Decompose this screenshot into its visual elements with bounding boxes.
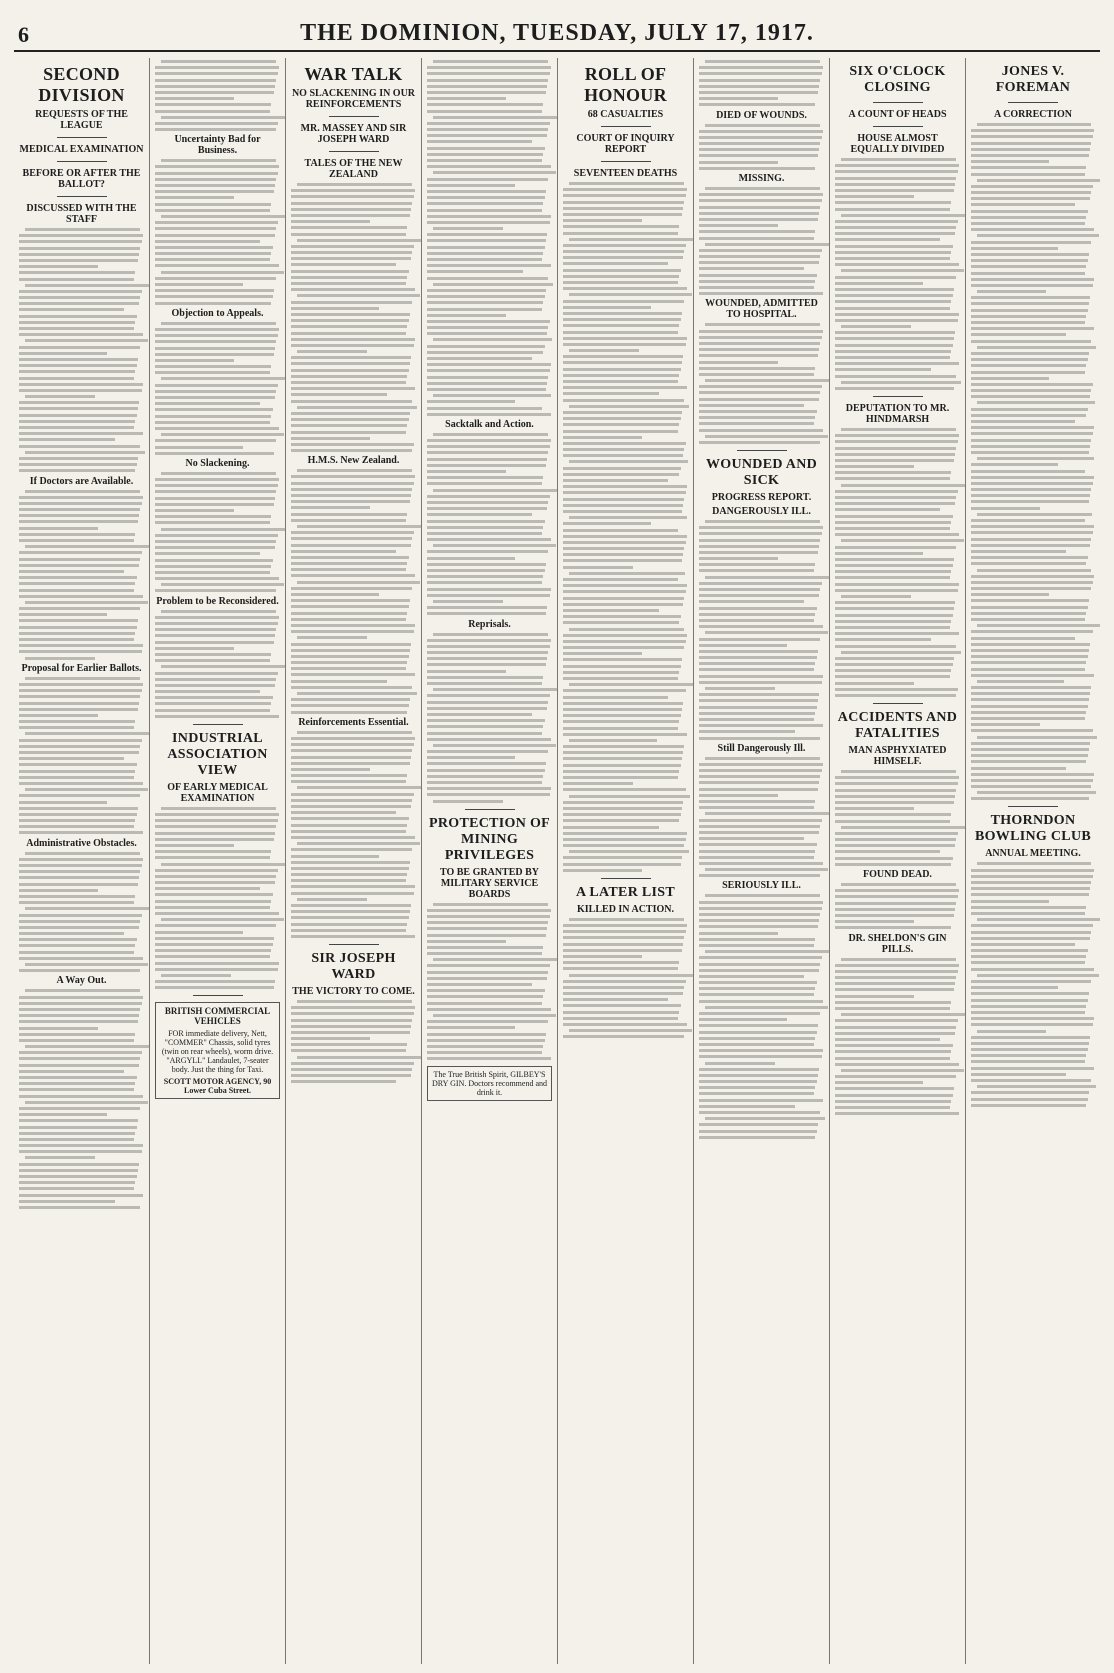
subhead: MAN ASPHYXIATED HIMSELF. (848, 745, 947, 767)
subhead: THE VICTORY TO COME. (292, 985, 415, 997)
casualty-list (563, 182, 688, 872)
ad-commercial-vehicles (155, 1002, 280, 1099)
headline-six-oclock: SIX O'CLOCK CLOSING (849, 64, 946, 95)
newspaper-title: THE DOMINION, TUESDAY, JULY 17, 1917. (300, 20, 814, 46)
subhead: A COUNT OF HEADS (848, 109, 947, 120)
article-body (19, 989, 144, 1209)
masthead (14, 20, 1100, 52)
article-body (19, 490, 144, 660)
casualty-list (699, 187, 824, 295)
section-head: Proposal for Earlier Ballots. (21, 662, 142, 674)
ad-footer: SCOTT MOTOR AGENCY, 90 Lower Cuba Street. (163, 1077, 272, 1096)
article-body (19, 852, 144, 973)
subhead: MEDICAL EXAMINATION (19, 144, 144, 155)
subhead: MR. MASSEY AND SIR JOSEPH WARD (300, 123, 407, 145)
section-head: WOUNDED, ADMITTED TO HOSPITAL. (705, 298, 818, 321)
subhead: OF EARLY MEDICAL EXAMINATION (167, 781, 268, 804)
article-body (155, 322, 280, 455)
ad-gilbeys-gin: The True British Spirit, GILBEY'S DRY GIN. Doctors recommend and drink it. (427, 1066, 552, 1101)
newspaper-columns (14, 58, 1100, 1664)
headline-thorndon-bowling: THORNDON BOWLING CLUB (974, 813, 1091, 845)
article-body (835, 770, 960, 866)
article-body (835, 958, 960, 1116)
article-body (835, 428, 960, 697)
subhead: COURT OF INQUIRY REPORT (576, 133, 675, 155)
section-head: DIED OF WOUNDS. (716, 109, 807, 121)
subhead: BEFORE OR AFTER THE BALLOT? (22, 168, 141, 190)
article-body (291, 731, 416, 938)
casualty-list (699, 323, 824, 444)
column-4 (422, 58, 558, 1664)
article-body (835, 158, 960, 390)
section-head: Sacktalk and Action. (445, 418, 534, 430)
article-body (155, 472, 280, 593)
section-head: Administrative Obstacles. (26, 837, 137, 849)
article-body (155, 610, 280, 718)
section-head: If Doctors are Available. (29, 475, 134, 487)
section-head: A Way Out. (56, 975, 107, 987)
column-6 (694, 58, 830, 1664)
subhead: TALES OF THE NEW ZEALAND (304, 158, 403, 180)
section-head: Objection to Appeals. (171, 307, 264, 319)
subhead: REQUESTS OF THE LEAGUE (35, 109, 128, 131)
list-head: SERIOUSLY ILL. (722, 880, 801, 892)
subhead: 68 CASUALTIES (587, 109, 664, 120)
section-head: H.M.S. New Zealand. (307, 455, 400, 467)
list-head: Still Dangerously Ill. (717, 742, 806, 754)
headline-later-list: A LATER LIST (575, 884, 676, 900)
headline-wounded-sick: WOUNDED AND SICK (705, 456, 818, 488)
column-1 (14, 58, 150, 1664)
headline-mining-privileges: PROTECTION OF MINING PRIVILEGES (429, 815, 550, 863)
headline-accidents: ACCIDENTS AND FATALITIES (837, 710, 958, 741)
subhead: TO BE GRANTED BY MILITARY SERVICE BOARDS (439, 866, 539, 900)
casualty-list (699, 60, 824, 106)
section-head: Reinforcements Essential. (298, 716, 409, 728)
article-body (971, 862, 1095, 1106)
column-5 (558, 58, 694, 1664)
article-body (427, 60, 552, 416)
headline-jones-v-foreman: JONES V. FOREMAN (995, 64, 1071, 95)
article-body (19, 228, 144, 472)
section-head: Uncertainty Bad for Business. (174, 134, 261, 157)
section-head: DR. SHELDON'S GIN PILLS. (848, 932, 947, 955)
column-2 (150, 58, 286, 1664)
subhead: NO SLACKENING IN OUR REINFORCEMENTS (291, 88, 416, 110)
ad-heading: BRITISH COMMERCIAL VEHICLES (164, 1006, 271, 1027)
headline-roll-of-honour: ROLL OF HONOUR (584, 64, 667, 105)
list-head: DANGEROUSLY ILL. (712, 505, 811, 517)
article-body (155, 807, 280, 989)
section-head: Problem to be Reconsidered. (156, 595, 279, 607)
article-body (835, 883, 960, 929)
article-body (291, 469, 416, 713)
casualty-list (699, 124, 824, 170)
subhead: PROGRESS REPORT. (711, 491, 812, 503)
subhead: DISCUSSED WITH THE STAFF (26, 203, 137, 225)
casualty-list (699, 520, 824, 740)
article-body (291, 183, 416, 452)
page-number: 6 (18, 22, 29, 47)
article-body (427, 633, 552, 803)
casualty-list (699, 894, 824, 1138)
headline-sir-joseph-ward: SIR JOSEPH WARD (311, 950, 396, 982)
headline-industrial: INDUSTRIAL ASSOCIATION VIEW (167, 730, 268, 778)
column-7 (830, 58, 966, 1664)
casualty-list (699, 757, 824, 878)
article-body (155, 60, 280, 131)
subhead: A CORRECTION (993, 109, 1073, 120)
subhead: ANNUAL MEETING. (985, 848, 1081, 860)
section-head: Reprisals. (468, 618, 511, 630)
casualty-list (563, 918, 688, 1039)
article-body (19, 677, 144, 835)
headline-war-talk: WAR TALK (304, 64, 403, 84)
headline-second-division: SECOND DIVISION (38, 64, 125, 105)
section-head: No Slackening. (185, 457, 250, 469)
article-body (971, 123, 1095, 800)
article-body (427, 433, 552, 615)
article-body (427, 903, 552, 1061)
section-head: MISSING. (738, 173, 785, 184)
article-body (291, 1000, 416, 1083)
column-8 (966, 58, 1100, 1664)
article-body (155, 159, 280, 304)
ad-text: FOR immediate delivery, Nett, "COMMER" Chassis, solid tyres (twin on rear wheels), worm drive. "ARGYLL" Landaulet, 7-seater body. Just the thing for Taxi. (161, 1029, 274, 1075)
subhead: KILLED IN ACTION. (577, 903, 674, 915)
subhead: HOUSE ALMOST EQUALLY DIVIDED (850, 133, 945, 155)
section-head: FOUND DEAD. (863, 869, 932, 880)
subhead: SEVENTEEN DEATHS (573, 168, 678, 179)
headline-deputation: DEPUTATION TO MR. HINDMARSH (845, 402, 950, 425)
column-3 (286, 58, 422, 1664)
